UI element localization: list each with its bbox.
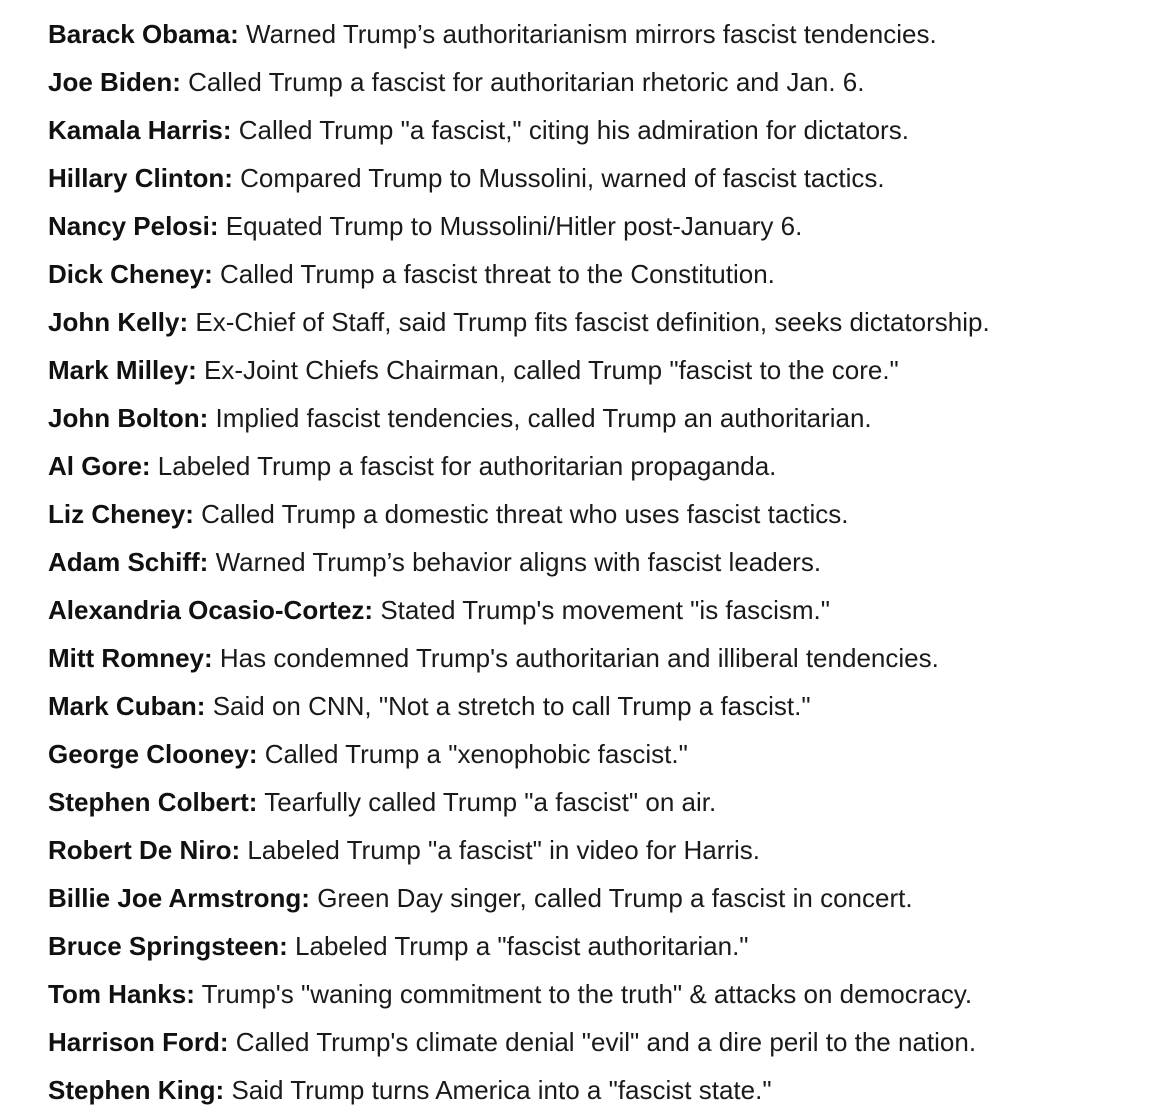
list-item xyxy=(48,586,1158,634)
list-item xyxy=(48,682,1158,730)
list-item xyxy=(48,874,1158,922)
quote-summary: Called Trump's climate denial "evil" and a dire peril to the nation. xyxy=(228,1027,977,1057)
person-name: Stephen King: xyxy=(48,1075,225,1105)
person-name: George Clooney: xyxy=(48,739,258,769)
person-name: John Kelly: xyxy=(48,307,189,337)
person-name: Adam Schiff: xyxy=(48,547,209,577)
person-name: Tom Hanks: xyxy=(48,979,195,1009)
quote-summary: Said Trump turns America into a "fascist state." xyxy=(224,1075,772,1105)
quote-summary: Called Trump a fascist threat to the Constitution. xyxy=(212,259,775,289)
list-item xyxy=(48,298,1158,346)
list-item xyxy=(48,730,1158,778)
person-name: John Bolton: xyxy=(48,403,209,433)
list-item xyxy=(48,58,1158,106)
quote-summary: Called Trump a fascist for authoritarian rhetoric and Jan. 6. xyxy=(180,67,865,97)
person-name: Barack Obama: xyxy=(48,19,239,49)
list-item xyxy=(48,1018,1158,1066)
quote-summary: Tearfully called Trump "a fascist" on air. xyxy=(257,787,717,817)
list-item xyxy=(48,1066,1158,1114)
list-item xyxy=(48,826,1158,874)
quote-summary: Called Trump "a fascist," citing his admiration for dictators. xyxy=(231,115,909,145)
quote-summary: Stated Trump's movement "is fascism." xyxy=(373,595,830,625)
list-item xyxy=(48,202,1158,250)
person-name: Mitt Romney: xyxy=(48,643,213,673)
person-name: Alexandria Ocasio-Cortez: xyxy=(48,595,374,625)
list-item xyxy=(48,538,1158,586)
quote-summary: Equated Trump to Mussolini/Hitler post-January 6. xyxy=(218,211,803,241)
quote-summary: Trump's "waning commitment to the truth" & attacks on democracy. xyxy=(194,979,973,1009)
quote-summary: Labeled Trump a "fascist authoritarian." xyxy=(287,931,749,961)
person-name: Joe Biden: xyxy=(48,67,181,97)
quote-summary: Warned Trump’s behavior aligns with fascist leaders. xyxy=(208,547,822,577)
quote-summary: Implied fascist tendencies, called Trump an authoritarian. xyxy=(208,403,872,433)
person-name: Robert De Niro: xyxy=(48,835,241,865)
quote-summary: Ex-Chief of Staff, said Trump fits fascist definition, seeks dictatorship. xyxy=(188,307,990,337)
quote-summary: Green Day singer, called Trump a fascist in concert. xyxy=(309,883,913,913)
list-item xyxy=(48,778,1158,826)
list-item xyxy=(48,394,1158,442)
list-item xyxy=(48,154,1158,202)
list-item xyxy=(48,970,1158,1018)
person-name: Billie Joe Armstrong: xyxy=(48,883,310,913)
figure-quote-list xyxy=(48,10,1158,1114)
quote-summary: Called Trump a domestic threat who uses fascist tactics. xyxy=(193,499,849,529)
person-name: Bruce Springsteen: xyxy=(48,931,288,961)
person-name: Dick Cheney: xyxy=(48,259,213,289)
quote-summary: Labeled Trump a fascist for authoritarian propaganda. xyxy=(150,451,777,481)
quote-summary: Compared Trump to Mussolini, warned of fascist tactics. xyxy=(232,163,885,193)
person-name: Mark Cuban: xyxy=(48,691,206,721)
person-name: Kamala Harris: xyxy=(48,115,232,145)
person-name: Hillary Clinton: xyxy=(48,163,233,193)
list-item xyxy=(48,10,1158,58)
person-name: Harrison Ford: xyxy=(48,1027,229,1057)
person-name: Mark Milley: xyxy=(48,355,197,385)
person-name: Stephen Colbert: xyxy=(48,787,258,817)
list-item xyxy=(48,442,1158,490)
quote-summary: Warned Trump’s authoritarianism mirrors fascist tendencies. xyxy=(238,19,937,49)
person-name: Nancy Pelosi: xyxy=(48,211,219,241)
list-item xyxy=(48,346,1158,394)
person-name: Al Gore: xyxy=(48,451,151,481)
quote-summary: Labeled Trump "a fascist" in video for Harris. xyxy=(240,835,761,865)
list-item xyxy=(48,250,1158,298)
quote-summary: Has condemned Trump's authoritarian and illiberal tendencies. xyxy=(212,643,939,673)
list-item xyxy=(48,922,1158,970)
list-item xyxy=(48,490,1158,538)
list-item xyxy=(48,106,1158,154)
person-name: Liz Cheney: xyxy=(48,499,194,529)
quote-summary: Said on CNN, "Not a stretch to call Trump a fascist." xyxy=(205,691,811,721)
list-item xyxy=(48,634,1158,682)
quote-summary: Ex-Joint Chiefs Chairman, called Trump "fascist to the core." xyxy=(196,355,899,385)
quote-summary: Called Trump a "xenophobic fascist." xyxy=(257,739,688,769)
